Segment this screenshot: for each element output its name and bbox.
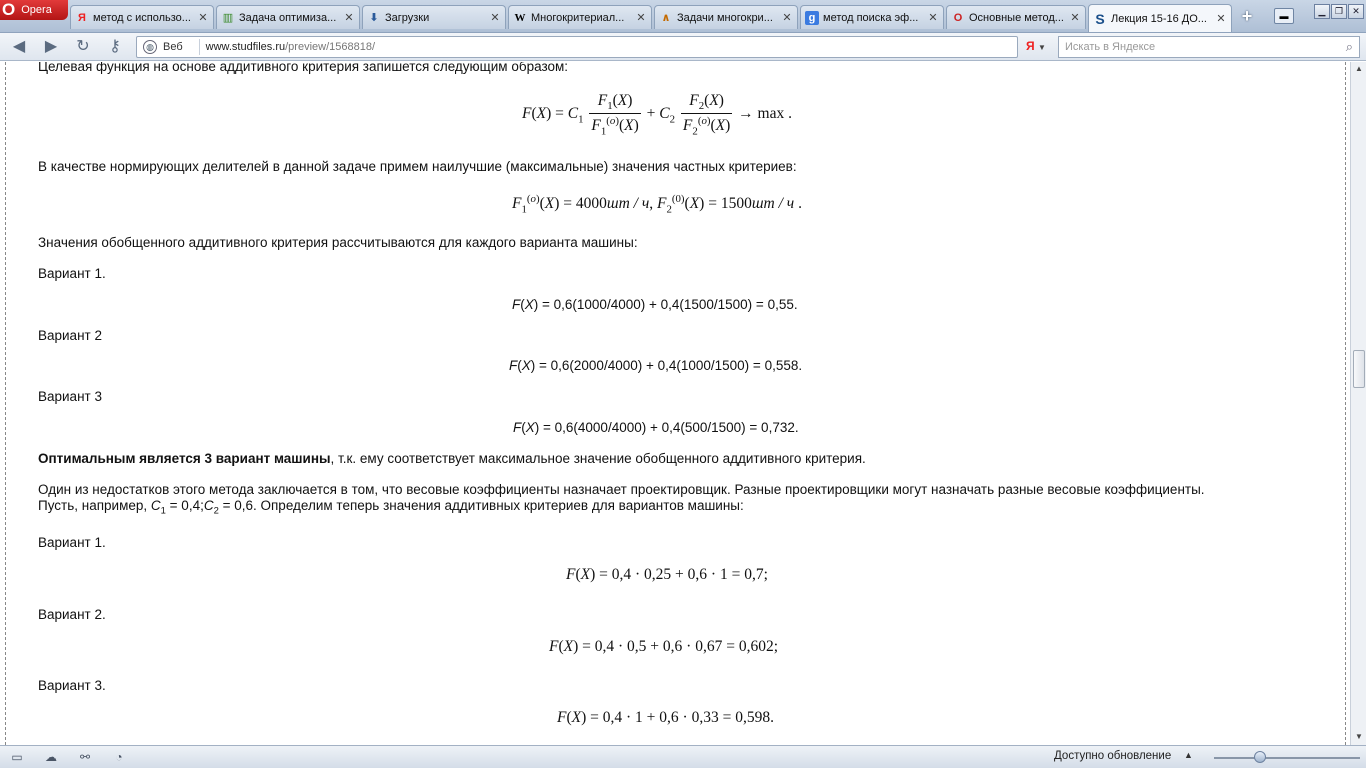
address-scope-label: Веб (163, 41, 183, 53)
formula-variant-1: F(X) = 0,6(1000/4000) + 0,4(1500/1500) = 0,55. (512, 297, 798, 312)
tab-yandex-search[interactable] (70, 5, 214, 29)
page-border-right (1345, 62, 1346, 745)
close-icon[interactable]: ✕ (1070, 12, 1080, 24)
page-content (0, 62, 1350, 745)
minimize-button[interactable]: ▁ (1314, 4, 1330, 19)
drawback-text-a: Пусть, например, (38, 498, 148, 513)
search-engine-button[interactable] (1026, 39, 1054, 55)
search-icon[interactable]: ⌕ (1345, 39, 1353, 54)
opera-menu-label: Opera (21, 4, 52, 16)
scroll-down-arrow-icon[interactable]: ▼ (1355, 732, 1363, 741)
variant-2-label: Вариант 2 (38, 328, 102, 343)
vertical-scrollbar[interactable] (1350, 62, 1366, 745)
optimal-bold-text: Оптимальным является 3 вариант машины (38, 451, 331, 466)
unit-label: шт / ч (751, 195, 795, 213)
formula-variant-2: F(X) = 0,6(2000/4000) + 0,4(1000/1500) = 0,558. (509, 358, 803, 373)
unit-label: шт / ч (606, 195, 650, 213)
url-host: www.studfiles.ru (205, 41, 286, 53)
formula-variant-2b: F(X) = 0,4 · 0,5 + 0,6 · 0,67 = 0,602; (549, 638, 779, 655)
update-arrow-icon[interactable]: ▲ (1184, 750, 1193, 760)
paragraph-drawback-line1: Один из недостатков этого метода заключается в том, что весовые коэффициенты назначает проектировщик. Разные проектировщики могут назначать разные весовые коэффициенты. (38, 482, 1205, 497)
new-tab-button[interactable]: + (1241, 6, 1253, 26)
formula-variant-3: F(X) = 0,6(4000/4000) + 0,4(500/1500) = 0,732. (513, 420, 799, 435)
zoom-slider-knob[interactable] (1254, 751, 1266, 763)
close-window-button[interactable]: ✕ (1348, 4, 1364, 19)
tab-multicriteria-tasks[interactable] (654, 5, 798, 29)
search-placeholder: Искать в Яндексе (1065, 41, 1156, 53)
formula-variant-1b: F(X) = 0,4 · 0,25 + 0,6 · 1 = 0,7; (566, 566, 768, 583)
formula-variant-2-expr: = 0,6(2000/4000) + 0,4(1000/1500) = 0,558. (539, 358, 803, 373)
wikipedia-favicon-icon: W (514, 11, 526, 24)
tab-downloads[interactable] (362, 5, 506, 29)
key-icon[interactable]: ⚷ (109, 38, 121, 55)
tab-title: Лекция 15-16 ДО... (1111, 12, 1207, 25)
globe-icon: ◍ (143, 40, 157, 54)
url-path: /preview/1568818/ (285, 41, 376, 53)
tab-title: метод поиска эф... (823, 11, 919, 24)
scroll-up-arrow-icon[interactable]: ▲ (1355, 64, 1363, 73)
variant-3b-label: Вариант 3. (38, 678, 106, 693)
tab-title: Загрузки (385, 11, 430, 24)
search-input[interactable] (1058, 36, 1360, 58)
close-icon[interactable]: ✕ (928, 12, 938, 24)
tab-title: Многокритериал... (531, 11, 625, 24)
norm-f2-value: = 1500 (708, 195, 752, 213)
formula-variant-3b-expr: = 0,4 · 1 + 0,6 · 0,33 = 0,598. (590, 709, 774, 726)
tab-list-button[interactable]: ▬ (1274, 8, 1294, 24)
page-border-left (5, 62, 6, 745)
update-available-text[interactable]: Доступно обновление (1054, 750, 1172, 762)
tab-bar (0, 0, 1366, 33)
formula-variant-3-expr: = 0,6(4000/4000) + 0,4(500/1500) = 0,732. (543, 420, 799, 435)
formula-variant-3b: F(X) = 0,4 · 1 + 0,6 · 0,33 = 0,598. (557, 709, 774, 726)
tab-optimization-task[interactable] (216, 5, 360, 29)
restore-button[interactable]: ❐ (1331, 4, 1347, 19)
variant-1b-label: Вариант 1. (38, 535, 106, 550)
paragraph-optimal (38, 451, 866, 466)
close-icon[interactable]: ✕ (782, 12, 792, 24)
status-bar (0, 745, 1366, 768)
close-icon[interactable]: ✕ (636, 12, 646, 24)
drawback-c1-value: = 0,4; (169, 498, 204, 513)
tab-title: Задача оптимиза... (239, 11, 337, 24)
opera-menu-button[interactable] (0, 0, 68, 20)
site-favicon-icon: ∧ (661, 11, 671, 24)
studfiles-favicon-icon: S (1095, 10, 1105, 27)
close-icon[interactable]: ✕ (198, 12, 208, 24)
formula-normalizers: $F_1^{(о)}(X) = 4000шт / ч$, $F_2^{(0)}(X) = 1500шт / ч$ . (512, 193, 802, 216)
tab-basic-methods[interactable] (946, 5, 1086, 29)
site-favicon-icon: O (953, 11, 963, 24)
tab-lecture-active[interactable] (1088, 4, 1232, 32)
yandex-logo-icon: Я (1026, 39, 1035, 53)
formula-variant-1b-expr: = 0,4 · 0,25 + 0,6 · 1 = 0,7; (599, 566, 768, 583)
speed-dial-icon[interactable]: ◔ (115, 750, 123, 764)
formula-variant-2b-expr: = 0,4 · 0,5 + 0,6 · 0,67 = 0,602; (582, 638, 779, 655)
chevron-down-icon: ▼ (1037, 43, 1046, 52)
close-icon[interactable]: ✕ (490, 12, 500, 24)
opera-logo-icon: O (2, 0, 16, 19)
forward-button[interactable]: ▶ (44, 38, 58, 55)
panel-toggle-icon[interactable]: ▭ (11, 750, 23, 764)
cloud-icon[interactable]: ☁ (45, 750, 57, 764)
paragraph-drawback-line2: Пусть, например, $C_1$ = $0,4;C_2 = 0,6$. Определим теперь значения аддитивных критериев для вариантов машины: (38, 498, 744, 517)
norm-f1-value: = 4000 (563, 195, 607, 213)
tab-title: Задачи многокри... (677, 11, 773, 24)
variant-1-label: Вариант 1. (38, 266, 106, 281)
variant-3-label: Вариант 3 (38, 389, 102, 404)
tab-google-search[interactable] (800, 5, 944, 29)
paragraph-values: Значения обобщенного аддитивного критерия рассчитываются для каждого варианта машины: (38, 235, 638, 250)
address-toolbar (0, 33, 1366, 61)
tab-title: метод с использо... (93, 11, 191, 24)
address-bar[interactable] (136, 36, 1018, 58)
paragraph-objective: Целевая функция на основе аддитивного критерия запишется следующим образом: (38, 62, 569, 74)
zoom-slider[interactable] (1214, 757, 1360, 759)
close-icon[interactable]: ✕ (1216, 13, 1226, 25)
tab-wikipedia[interactable] (508, 5, 652, 29)
variant-2b-label: Вариант 2. (38, 607, 106, 622)
share-icon[interactable]: ⚯ (79, 750, 91, 764)
drawback-c2-value: = 0,6. Определим теперь значения аддитивных критериев для вариантов машины: (222, 498, 744, 513)
tab-title: Основные метод... (969, 11, 1064, 24)
download-favicon-icon: ⬇ (369, 11, 379, 24)
chart-favicon-icon: ▥ (222, 11, 234, 24)
back-button[interactable]: ◀ (12, 38, 26, 55)
optimal-rest-text: , т.к. ему соответствует максимальное значение обобщенного аддитивного критерия. (330, 451, 866, 466)
yandex-favicon-icon: Я (78, 11, 86, 24)
reload-button[interactable]: ↻ (76, 38, 90, 55)
scroll-thumb[interactable] (1353, 350, 1365, 388)
close-icon[interactable]: ✕ (344, 12, 354, 24)
divider (199, 39, 200, 55)
formula-variant-1-expr: = 0,6(1000/4000) + 0,4(1500/1500) = 0,55. (542, 297, 798, 312)
paragraph-normalization: В качестве нормирующих делителей в данной задаче примем наилучшие (максимальные) значения частных критериев: (38, 159, 797, 174)
formula-objective: $F(X) = C_1$ $\frac{F_1(X)}{F_1^{(о)}(X)}$ + $C_2$ $\frac{F_2(X)}{F_2^{(о)}(X)}$ → max . (522, 92, 792, 138)
google-favicon-icon: g (805, 11, 819, 25)
